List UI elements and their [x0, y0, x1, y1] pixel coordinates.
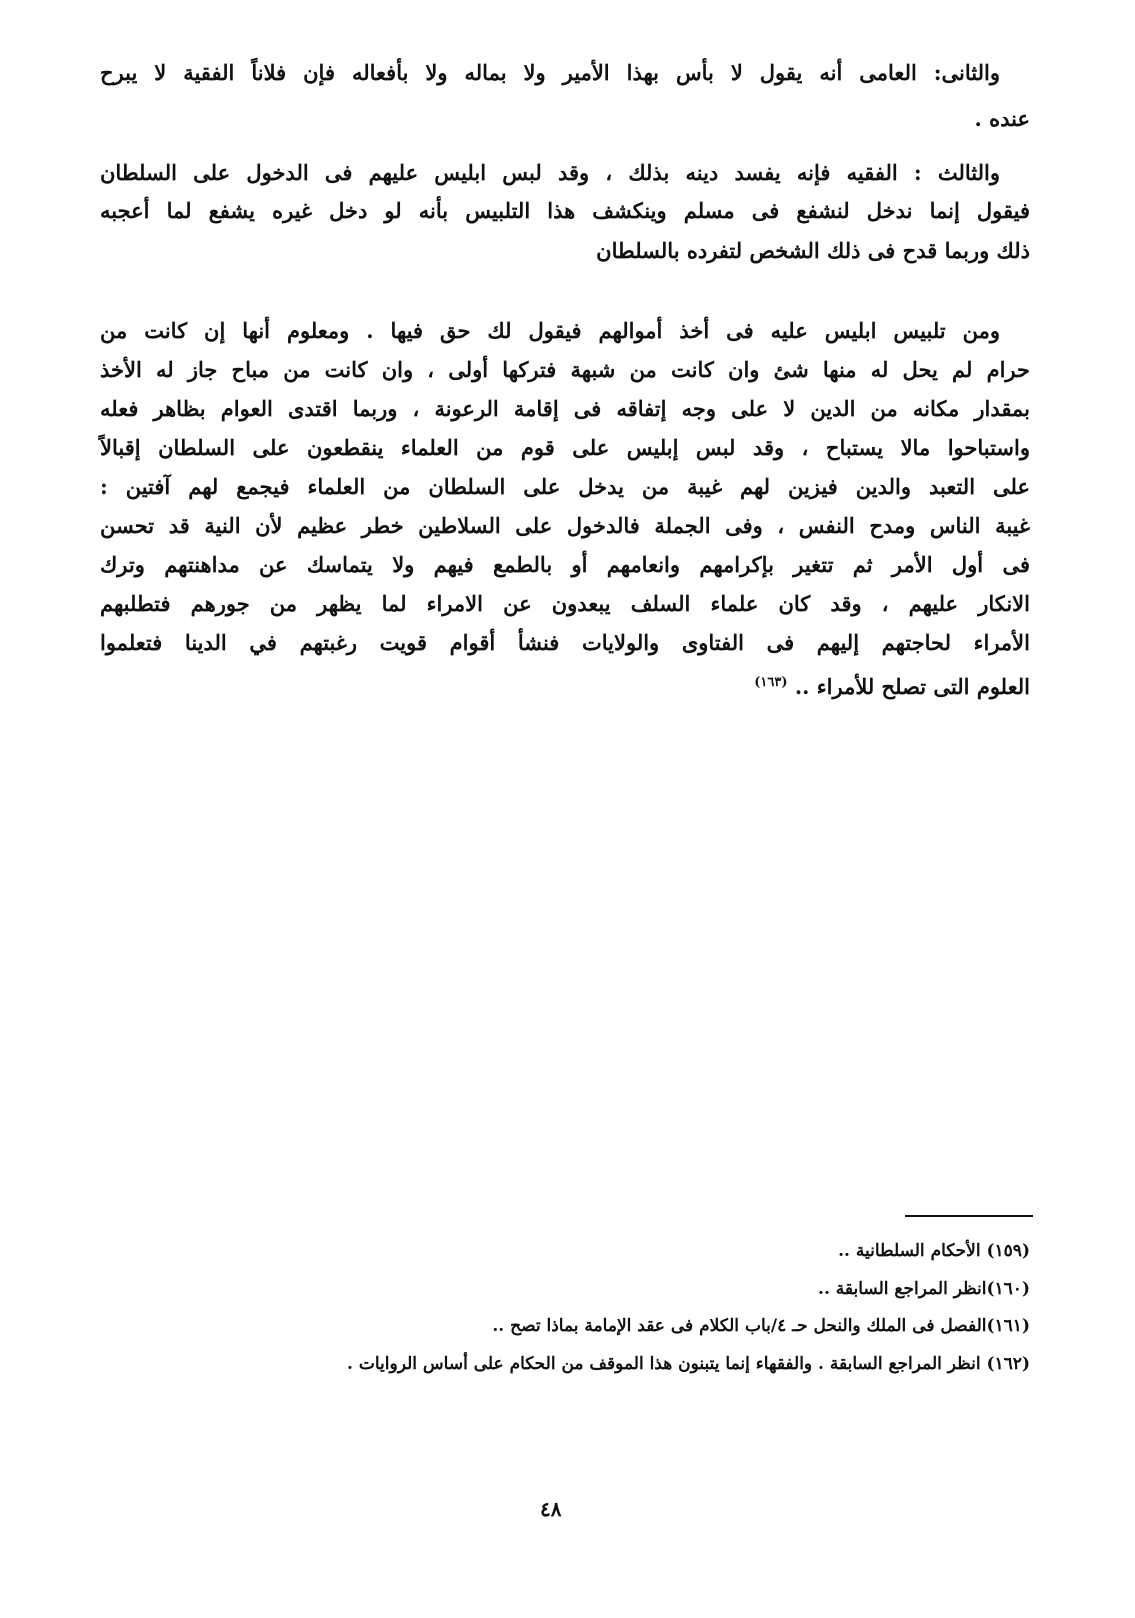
- text-line: والثالث : الفقيه فإنه يفسد دينه بذلك ، وقد لبس ابليس عليهم فى الدخول على السلطان: [100, 160, 1000, 185]
- text-line: ومن تلبيس ابليس عليه فى أخذ أموالهم فيقول لك حق فيها . ومعلوم أنها إن كانت من: [100, 318, 1000, 343]
- text-line: ذلك وربما قدح فى ذلك الشخص لتفرده بالسلطان: [596, 238, 1030, 263]
- text-line-content: العلوم التى تصلح للأمراء ..: [794, 674, 1030, 699]
- text-line: غيبة الناس ومدح النفس ، وفى الجملة فالدخول على السلاطين خطر عظيم لأن النية قد تحسن: [100, 513, 1030, 538]
- text-line: فى أول الأمر ثم تتغير بإكرامهم وانعامهم أو بالطمع فيهم ولا يتماسك عن مداهنتهم وترك: [100, 552, 1030, 577]
- text-line: عنده .: [974, 106, 1030, 131]
- footnote-divider: [905, 1215, 1033, 1217]
- footnote-159: (١٥٩) الأحكام السلطانية ..: [838, 1241, 1030, 1261]
- footnote-161: (١٦١)الفصل فى الملك والنحل حـ ٤/باب الكلام فى عقد الإمامة بماذا تصح ..: [492, 1316, 1030, 1336]
- text-line: فيقول إنما ندخل لنشفع فى مسلم وينكشف هذا التلبيس بأنه لو دخل غيره يشفع لما أعجبه: [100, 198, 1030, 223]
- text-line: على التعبد والدين فيزين لهم غيبة من يدخل على السلطان من العلماء فيجمع لهم آفتين :: [100, 474, 1030, 499]
- text-line: حرام لم يحل له منها شئ وان كانت من شبهة فتركها أولى ، وان كانت من مباح جاز له الأخذ: [100, 357, 1030, 382]
- footnote-reference[interactable]: (١٦٣): [754, 675, 788, 690]
- text-line: بمقدار مكانه من الدين لا على وجه إتفاقه فى إقامة الرعونة ، وربما اقتدى العوام بظاهر فعله: [100, 396, 1030, 421]
- text-line: [100, 668, 1030, 702]
- text-line: واستباحوا مالا يستباح ، وقد لبس إبليس على قوم من العلماء ينقطعون على السلطان إقبالاً: [100, 435, 1030, 460]
- footnote-162: (١٦٢) انظر المراجع السابقة . والفقهاء إنما يتبنون هذا الموقف من الحكام على أساس الروايات .: [347, 1354, 1030, 1374]
- footnote-160: (١٦٠)انظر المراجع السابقة ..: [818, 1279, 1030, 1299]
- text-line: والثانى: العامى أنه يقول لا بأس بهذا الأمير ولا بماله ولا بأفعاله فإن فلاناً الفقية لا يبرح: [100, 60, 1000, 85]
- page-number: ٤٨: [540, 1497, 562, 1521]
- text-line: الأمراء لحاجتهم إليهم فى الفتاوى والولايات فنشأ أقوام قويت رغبتهم في الدينا فتعلموا: [100, 630, 1030, 655]
- text-line: الانكار عليهم ، وقد كان علماء السلف يبعدون عن الامراء لما يظهر من جورهم فتطلبهم: [100, 591, 1030, 616]
